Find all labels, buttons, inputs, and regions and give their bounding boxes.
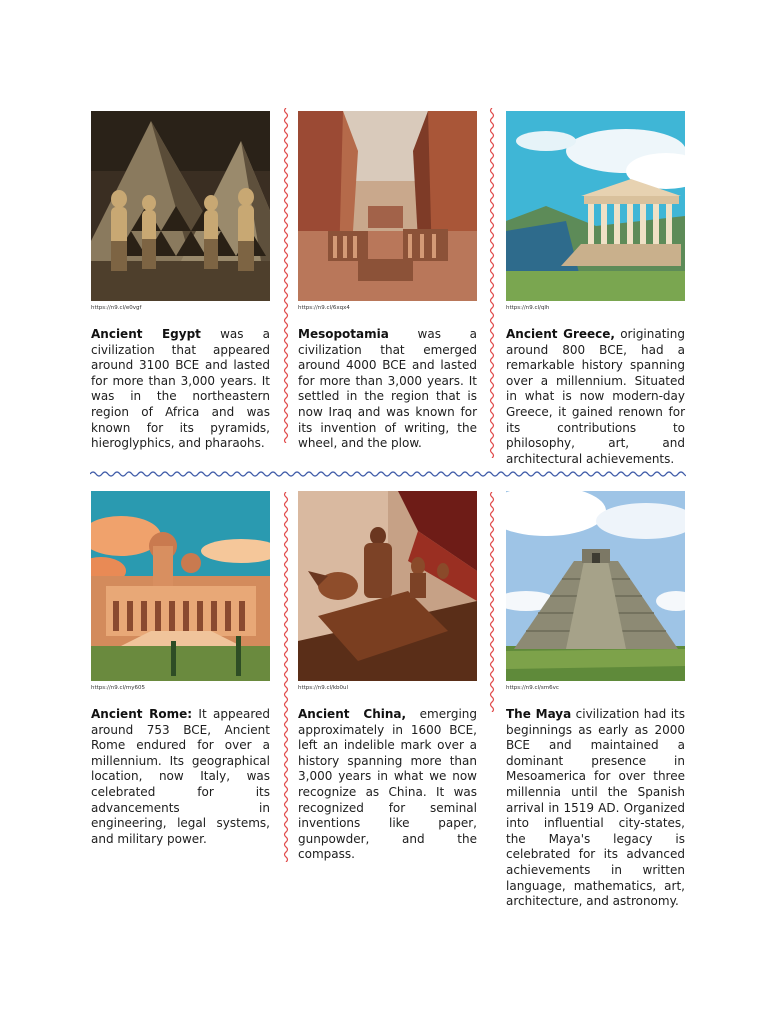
card-body: It appeared around 753 BCE, Ancient Rome endured for over a millennium. Its geographical location, now Italy, was celebrated for its advancements in engineering, legal systems, and military power. (91, 707, 270, 846)
card-description (298, 707, 477, 863)
card-description (91, 707, 270, 847)
card-the-maya (506, 491, 685, 910)
greece-image (506, 111, 685, 301)
image-source-url[interactable]: https://n9.cl/6xqx4 (298, 305, 350, 311)
card-body: civilization had its beginnings as early as 2000 BCE and maintained a dominant presence in Mesoamerica for over three millennia until the Spanish arrival in 1519 AD. Organized into influential city-states, the Maya's legacy is celebrated for its advanced achievements in written language, mathematics, art, architecture, and astronomy. (506, 707, 685, 909)
card-description (506, 707, 685, 910)
card-title: Ancient Rome: (91, 707, 193, 721)
vertical-divider (282, 492, 290, 862)
card-ancient-egypt (91, 111, 270, 452)
card-title: Ancient Greece, (506, 327, 615, 341)
card-description (506, 327, 685, 467)
image-source-url[interactable]: https://n9.cl/sm6vc (506, 685, 559, 691)
maya-image (506, 491, 685, 681)
card-ancient-greece (506, 111, 685, 467)
image-source-url[interactable]: https://n9.cl/kb0ul (298, 685, 349, 691)
china-image (298, 491, 477, 681)
horizontal-divider (90, 464, 686, 474)
image-source-url[interactable]: https://n9.cl/qlh (506, 305, 550, 311)
card-description (91, 327, 270, 452)
card-title: The Maya (506, 707, 572, 721)
vertical-divider (488, 492, 496, 712)
image-source-url[interactable]: https://n9.cl/my605 (91, 685, 145, 691)
card-body: was a civilization that appeared around 3100 BCE and lasted for more than 3,000 years. It was in the northeastern region of Africa and was known for its pyramids, hieroglyphics, and pharaohs. (91, 327, 270, 451)
card-title: Mesopotamia (298, 327, 389, 341)
mesopotamia-image (298, 111, 477, 301)
rome-image (91, 491, 270, 681)
vertical-divider (488, 108, 496, 458)
card-mesopotamia (298, 111, 477, 452)
card-body: emerging approximately in 1600 BCE, left an indelible mark over a history spanning more than 3,000 years in what we now recognize as China. It was recognized for seminal inventions like paper, gunpowder, and the compass. (298, 707, 477, 862)
card-body: was a civilization that emerged around 4000 BCE and lasted for more than 3,000 years. It settled in the region that is now Iraq and was known for its invention of writing, the wheel, and the plow. (298, 327, 477, 451)
card-ancient-rome (91, 491, 270, 847)
image-source-url[interactable]: https://n9.cl/e0vgf (91, 305, 142, 311)
card-ancient-china (298, 491, 477, 863)
vertical-divider (282, 108, 290, 443)
card-title: Ancient China, (298, 707, 407, 721)
card-description (298, 327, 477, 452)
egypt-image (91, 111, 270, 301)
card-body: originating around 800 BCE, had a remarkable history spanning over a millennium. Situated in what is now modern-day Greece, it gained renown for its contributions to philosophy, art, and architectural achievements. (506, 327, 685, 466)
card-title: Ancient Egypt (91, 327, 201, 341)
